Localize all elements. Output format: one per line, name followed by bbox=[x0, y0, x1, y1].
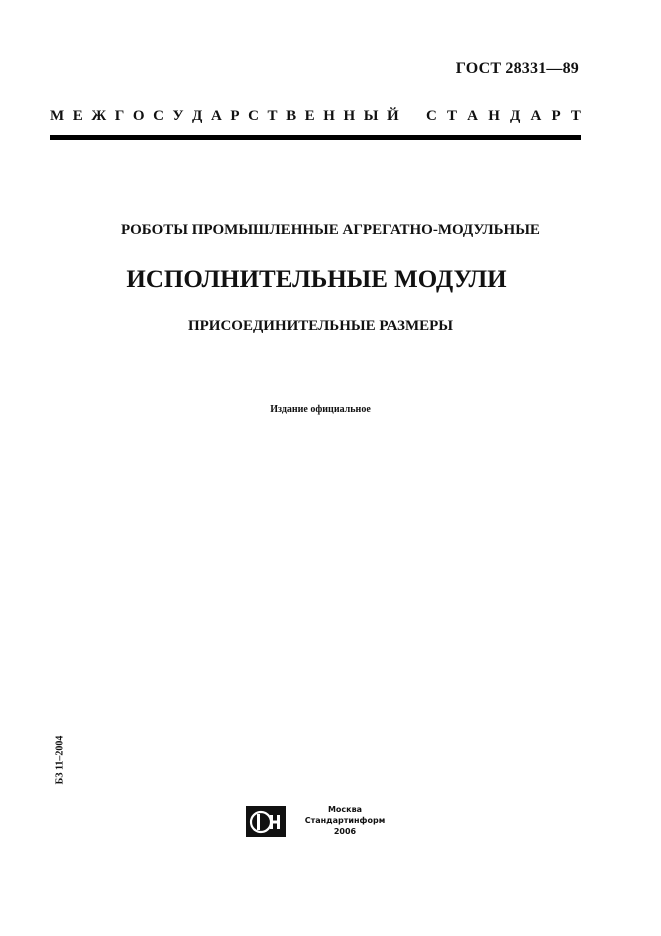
letter: У bbox=[172, 108, 184, 124]
letter: Т bbox=[267, 108, 278, 124]
letter: Ж bbox=[91, 108, 107, 124]
letter: Ы bbox=[363, 108, 379, 124]
letter: М bbox=[50, 108, 65, 124]
letter: Н bbox=[323, 108, 335, 124]
letter: А bbox=[530, 108, 542, 124]
publisher-imprint bbox=[297, 804, 393, 837]
letter: С bbox=[153, 108, 164, 124]
letter: Н bbox=[343, 108, 356, 124]
letter: Т bbox=[570, 108, 581, 124]
letter: Е bbox=[72, 108, 83, 124]
letter: Н bbox=[488, 108, 500, 124]
standard-type-heading bbox=[50, 108, 581, 125]
letter: Т bbox=[446, 108, 457, 124]
standard-type-word-1 bbox=[50, 108, 399, 125]
publisher-city: Москва bbox=[327, 805, 363, 814]
document-number: ГОСТ 28331—89 bbox=[455, 60, 579, 77]
header-rule bbox=[50, 135, 581, 140]
letter: Р bbox=[551, 108, 561, 124]
letter: Й bbox=[386, 108, 399, 124]
publisher-year: 2006 bbox=[333, 827, 357, 836]
letter: А bbox=[210, 108, 222, 124]
letter: Р bbox=[230, 108, 240, 124]
letter: А bbox=[467, 108, 479, 124]
letter: О bbox=[132, 108, 145, 124]
letter: С bbox=[425, 108, 437, 124]
edition-label: Издание официальное bbox=[270, 404, 371, 415]
standartinform-logo-icon bbox=[246, 806, 286, 837]
publisher-name: Стандартинформ bbox=[304, 816, 386, 825]
letter: Е bbox=[304, 108, 315, 124]
title-line-1: РОБОТЫ ПРОМЫШЛЕННЫЕ АГРЕГАТНО-МОДУЛЬНЫЕ bbox=[121, 222, 540, 238]
letter: Г bbox=[114, 108, 125, 124]
letter: Д bbox=[192, 108, 203, 124]
letter: Д bbox=[510, 108, 521, 124]
letter: С bbox=[248, 108, 259, 124]
registration-mark-text: БЗ 11–2004 bbox=[54, 735, 66, 785]
standard-type-word-2 bbox=[426, 108, 581, 125]
letter: В bbox=[286, 108, 297, 124]
title-line-2: ИСПОЛНИТЕЛЬНЫЕ МОДУЛИ bbox=[126, 266, 507, 293]
title-line-3: ПРИСОЕДИНИТЕЛЬНЫЕ РАЗМЕРЫ bbox=[187, 318, 454, 334]
